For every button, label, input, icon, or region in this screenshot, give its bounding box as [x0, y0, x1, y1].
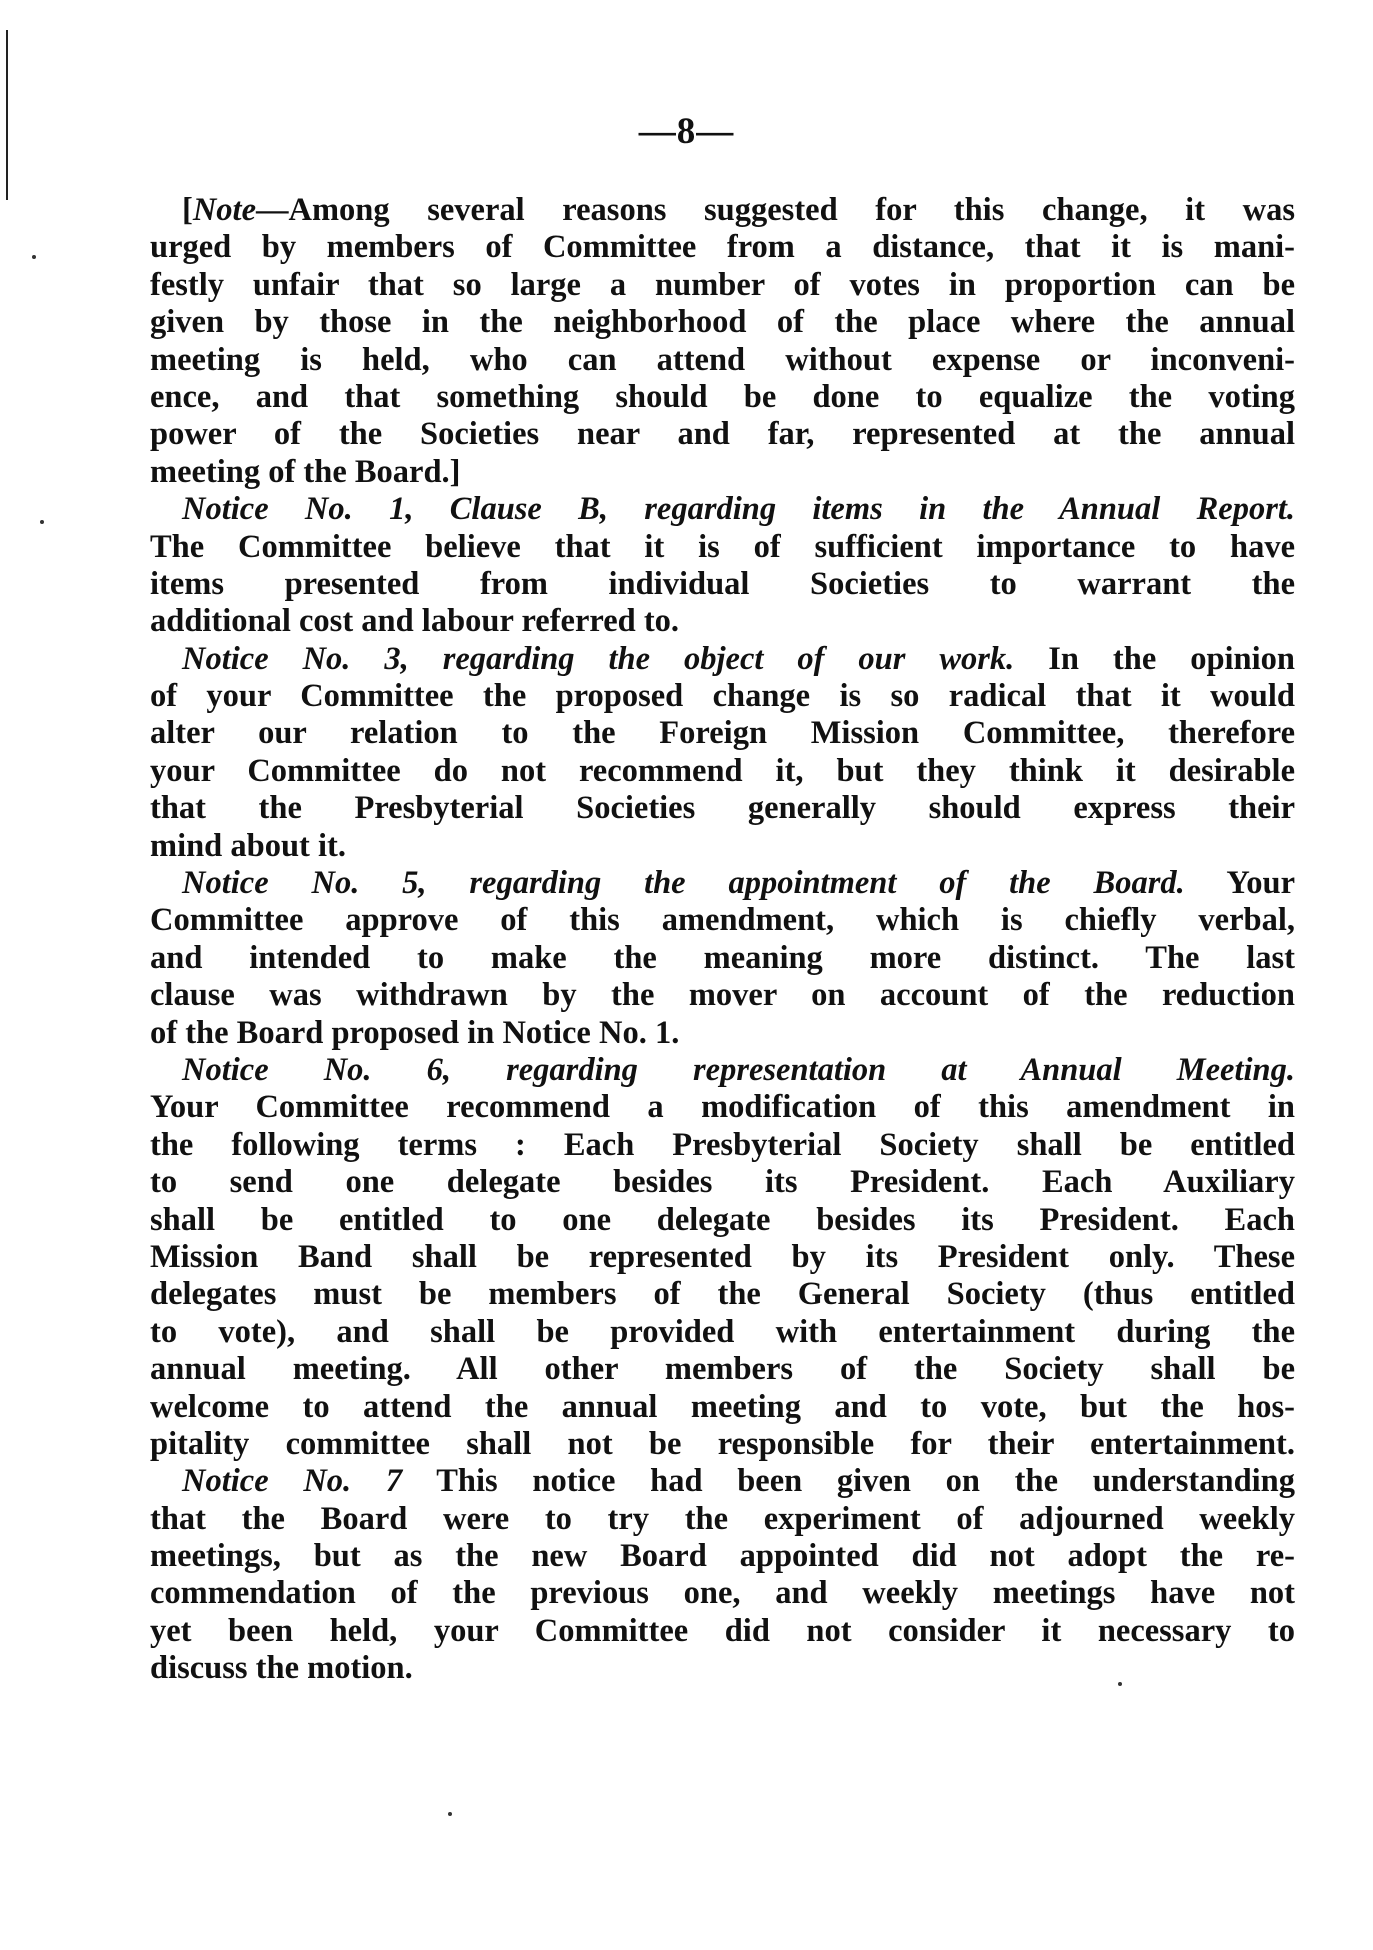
text-segment: meeting of the Board.] [150, 453, 461, 490]
text-segment: Your [1184, 865, 1295, 902]
text-segment: pitality committee shall not be responsible for their entertainment. [150, 1425, 1295, 1462]
text-line [150, 902, 1295, 939]
text-line [150, 1239, 1295, 1276]
text-segment: that the Board were to try the experiment of adjourned weekly [150, 1500, 1295, 1537]
text-line [150, 1351, 1295, 1388]
page-number: —8— [638, 111, 735, 152]
text-segment: mind about it. [150, 827, 346, 864]
text-line [150, 603, 1295, 640]
text-segment: items presented from individual Societies to warrant the [150, 565, 1295, 602]
text-segment: additional cost and labour referred to. [150, 603, 680, 640]
stray-speck [448, 1812, 452, 1816]
text-line [150, 1015, 1295, 1052]
text-line [150, 267, 1295, 304]
text-line [150, 715, 1295, 752]
stray-speck [32, 255, 36, 259]
committee-report-text [150, 192, 1295, 1688]
italic-text-segment: Notice No. 6, regarding representation at Annual Meeting. [182, 1051, 1295, 1088]
text-line [150, 1089, 1295, 1126]
text-segment: ence, and that something should be done to equalize the voting [150, 378, 1295, 415]
text-segment: clause was withdrawn by the mover on account of the reduction [150, 977, 1295, 1014]
text-line [150, 379, 1295, 416]
text-segment: In the opinion [1014, 640, 1295, 677]
italic-text-segment: Note [192, 192, 257, 228]
text-segment: The Committee believe that it is of sufficient importance to have [150, 528, 1295, 565]
text-segment: shall be entitled to one delegate besides its President. Each [150, 1201, 1295, 1238]
text-line [150, 416, 1295, 453]
text-segment: —Among several reasons suggested for this change, it was [256, 192, 1295, 228]
text-segment: Mission Band shall be represented by its President only. These [150, 1238, 1295, 1275]
text-segment: your Committee do not recommend it, but they think it desirable [150, 752, 1295, 789]
text-line [150, 1314, 1295, 1351]
text-line [150, 1426, 1295, 1463]
text-line [150, 229, 1295, 266]
text-line [150, 491, 1295, 528]
text-line [150, 566, 1295, 603]
text-line [150, 1164, 1295, 1201]
text-line [150, 529, 1295, 566]
italic-text-segment: Notice No. 5, regarding the appointment of the Board. [182, 865, 1185, 902]
text-line [150, 1127, 1295, 1164]
text-segment: welcome to attend the annual meeting and to vote, but the hos- [150, 1388, 1295, 1425]
text-segment: meeting is held, who can attend without expense or inconveni- [150, 341, 1295, 378]
text-segment: alter our relation to the Foreign Mission Committee, therefore [150, 715, 1295, 752]
text-segment: the following terms : Each Presbyterial Society shall be entitled [150, 1126, 1295, 1163]
italic-text-segment: Notice No. 1, Clause B, regarding items in the Annual Report. [182, 491, 1295, 528]
text-segment: festly unfair that so large a number of votes in proportion can be [150, 266, 1295, 303]
italic-text-segment: Notice No. 3, regarding the object of our work. [182, 640, 1015, 677]
text-segment: of the Board proposed in Notice No. 1. [150, 1014, 680, 1051]
text-segment: and intended to make the meaning more distinct. The last [150, 939, 1295, 976]
text-line [150, 977, 1295, 1014]
text-segment: to send one delegate besides its President. Each Auxiliary [150, 1164, 1295, 1201]
text-segment: power of the Societies near and far, represented at the annual [150, 416, 1295, 453]
text-line [150, 342, 1295, 379]
text-segment: that the Presbyterial Societies generally should express their [150, 790, 1295, 827]
stray-speck [40, 520, 44, 524]
text-line [150, 1389, 1295, 1426]
text-line [150, 1538, 1295, 1575]
text-segment: This notice had been given on the understanding [402, 1463, 1295, 1500]
text-segment: annual meeting. All other members of the Society shall be [150, 1351, 1295, 1388]
text-segment: to vote), and shall be provided with entertainment during the [150, 1313, 1295, 1350]
text-line [150, 678, 1295, 715]
text-segment: [ [182, 192, 193, 228]
text-line [150, 1052, 1295, 1089]
text-segment: meetings, but as the new Board appointed did not adopt the re- [150, 1538, 1295, 1575]
text-line [150, 1575, 1295, 1612]
text-line [150, 1202, 1295, 1239]
text-line [150, 1276, 1295, 1313]
text-line [150, 641, 1295, 678]
text-line [150, 865, 1295, 902]
text-line [150, 1650, 1295, 1687]
text-line [150, 940, 1295, 977]
text-line [150, 828, 1295, 865]
text-line [150, 1501, 1295, 1538]
text-segment: delegates must be members of the General Society (thus entitled [150, 1276, 1295, 1313]
text-segment: of your Committee the proposed change is so radical that it would [150, 678, 1295, 715]
text-segment: urged by members of Committee from a distance, that it is mani- [150, 229, 1295, 266]
stray-speck [1118, 1682, 1122, 1686]
text-line [150, 790, 1295, 827]
italic-text-segment: Notice No. 7 [182, 1463, 403, 1500]
text-line [150, 1613, 1295, 1650]
text-segment: yet been held, your Committee did not consider it necessary to [150, 1612, 1295, 1649]
text-line [150, 1463, 1295, 1500]
text-line [150, 304, 1295, 341]
text-segment: commendation of the previous one, and weekly meetings have not [150, 1575, 1295, 1612]
text-segment: Committee approve of this amendment, which is chiefly verbal, [150, 902, 1295, 939]
text-segment: discuss the motion. [150, 1650, 413, 1687]
text-line [150, 454, 1295, 491]
text-segment: Your Committee recommend a modification of this amendment in [150, 1089, 1295, 1126]
text-segment: given by those in the neighborhood of the place where the annual [150, 304, 1295, 341]
text-line [150, 753, 1295, 790]
text-line [150, 192, 1295, 229]
